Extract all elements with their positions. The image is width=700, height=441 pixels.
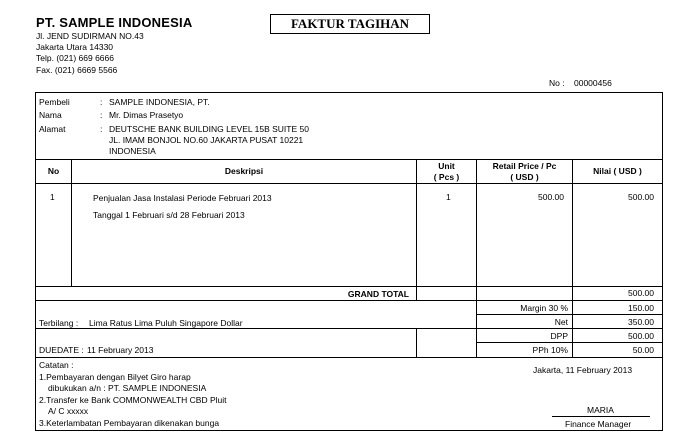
margin-value: 150.00 (628, 303, 654, 313)
signature-position: Finance Manager (565, 419, 632, 429)
colon: : (100, 124, 103, 134)
alamat-line: INDONESIA (109, 146, 156, 156)
colon: : (100, 97, 103, 107)
pembeli-label: Pembeli (39, 97, 70, 107)
terbilang-value: Lima Ratus Lima Puluh Singapore Dollar (89, 318, 243, 328)
signature-place-date: Jakarta, 11 February 2013 (533, 365, 633, 375)
duedate-value: 11 February 2013 (87, 345, 154, 355)
colon: : (100, 110, 103, 120)
header-no: No (47, 166, 60, 176)
header-unit: Unit (438, 161, 455, 171)
grand-total-value: 500.00 (628, 288, 654, 298)
company-name: PT. SAMPLE INDONESIA (36, 15, 193, 30)
row-no: 1 (50, 192, 55, 202)
alamat-label: Alamat (39, 124, 66, 134)
alamat-line: JL. IMAM BONJOL NO.60 JAKARTA PUSAT 10221 (109, 135, 304, 145)
net-label: Net (554, 317, 568, 327)
row-description-detail: Tanggal 1 Februari s/d 28 Februari 2013 (93, 210, 245, 220)
header-retail-price: Retail Price / Pc (492, 161, 557, 171)
row-unit: 1 (446, 192, 451, 202)
header-unit-sub: ( Pcs ) (433, 172, 460, 182)
row-description: Penjualan Jasa Instalasi Periode Februari 2013 (93, 193, 272, 203)
pph-label: PPh 10% (532, 345, 568, 355)
margin-label: Margin 30 % (520, 303, 568, 313)
dpp-label: DPP (550, 331, 568, 341)
signature-name: MARIA (587, 405, 614, 415)
terbilang-label: Terbilang : (39, 318, 79, 328)
invoice-number-label: No : (549, 78, 565, 88)
notes-line: 1.Pembayaran dengan Bilyet Giro harap (39, 372, 191, 382)
notes-line: A/ C xxxxx (48, 406, 89, 416)
dpp-value: 500.00 (628, 331, 654, 341)
nama-label: Nama (39, 110, 62, 120)
nama-value: Mr. Dimas Prasetyo (109, 110, 184, 120)
notes-line: dibukukan a/n : PT. SAMPLE INDONESIA (48, 383, 207, 393)
row-nilai: 500.00 (628, 192, 654, 202)
alamat-line: DEUTSCHE BANK BUILDING LEVEL 15B SUITE 50 (109, 124, 309, 134)
header-retail-price-sub: ( USD ) (510, 172, 539, 182)
pph-value: 50.00 (632, 345, 654, 355)
company-fax: Fax. (021) 6669 5566 (36, 65, 118, 75)
grand-total-label: GRAND TOTAL (347, 289, 409, 299)
notes-line: 2.Transfer ke Bank COMMONWEALTH CBD Pluit (39, 395, 227, 405)
duedate-label: DUEDATE : (39, 345, 84, 355)
company-phone: Telp. (021) 669 6666 (36, 53, 114, 63)
company-address-line: Jakarta Utara 14330 (36, 42, 114, 52)
header-nilai: Nilai ( USD ) (593, 166, 642, 176)
net-value: 350.00 (628, 317, 654, 327)
signature-line (552, 416, 650, 417)
invoice-number-value: 00000456 (574, 78, 612, 88)
company-address-line: Jl. JEND SUDIRMAN NO.43 (36, 31, 144, 41)
row-retail-price: 500.00 (538, 192, 564, 202)
header-deskripsi: Deskripsi (224, 166, 264, 176)
pembeli-value: SAMPLE INDONESIA, PT. (109, 97, 210, 107)
document-title: FAKTUR TAGIHAN (270, 14, 430, 34)
notes-line: 3.Keterlambatan Pembayaran dikenakan bunga (39, 418, 220, 428)
notes-title: Catatan : (39, 360, 74, 370)
